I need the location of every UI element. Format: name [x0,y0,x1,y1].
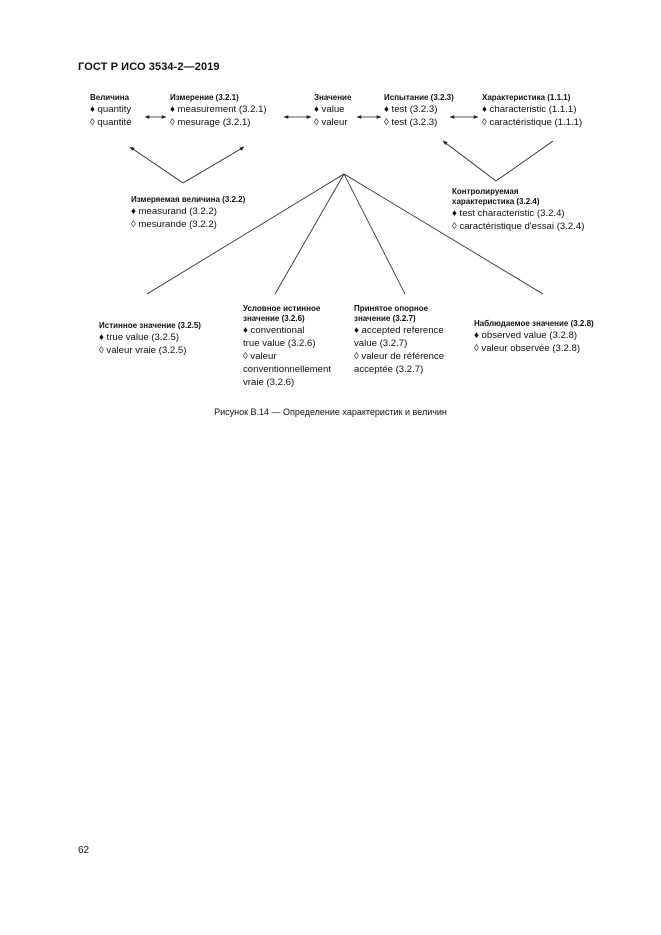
page-number: 62 [78,845,90,856]
node-value-en: ♦ value [314,104,345,115]
link-test-testchar [443,141,496,181]
node-measurand [131,195,245,231]
node-measurand-title: Измеряемая величина (3.2.2) [131,195,246,204]
node-conventional-en: ♦ conventional true value (3.2.6) [243,325,316,349]
node-measurement [170,93,267,129]
node-quantity-fr: ◊ quantité [90,117,132,128]
node-test-en: ♦ test (3.2.3) [384,104,438,115]
node-test-characteristic-en: ♦ test characteristic (3.2.4) [452,208,565,219]
node-test-fr: ◊ test (3.2.3) [384,117,438,128]
link-measurement-measurand [183,147,244,183]
node-true-value-en: ♦ true value (3.2.5) [99,332,180,343]
node-accepted-en: ♦ accepted reference value (3.2.7) [354,325,444,349]
node-observed-title: Наблюдаемое значение (3.2.8) [474,319,594,328]
node-test [384,93,454,129]
node-observed-value [474,319,614,355]
node-conventional-title: Условное истинное значение (3.2.6) [243,304,321,323]
node-measurement-en: ♦ measurement (3.2.1) [170,104,267,115]
node-test-title: Испытание (3.2.3) [384,93,454,102]
link-char-testchar [496,141,553,181]
node-true-value-title: Истинное значение (3.2.5) [99,321,201,330]
node-observed-en: ♦ observed value (3.2.8) [474,330,578,341]
node-measurand-en: ♦ measurand (3.2.2) [131,206,217,217]
node-characteristic-title: Характеристика (1.1.1) [482,93,571,102]
node-quantity-title: Величина [90,93,130,102]
node-quantity [90,93,132,129]
node-observed-fr: ◊ valeur observée (3.2.8) [474,343,581,354]
node-characteristic [482,93,582,129]
link-value-conventional [275,174,344,294]
node-quantity-en: ♦ quantity [90,104,132,115]
node-measurand-fr: ◊ mesurande (3.2.2) [131,219,217,230]
node-characteristic-fr: ◊ caractéristique (1.1.1) [482,117,583,128]
node-value-title: Значение [314,93,352,102]
node-accepted-title: Принятое опорное значение (3.2.7) [354,304,429,323]
node-measurement-title: Измерение (3.2.1) [170,93,239,102]
node-conventional-true-value [243,304,348,389]
figure-caption: Рисунок B.14 — Определение характеристик и величин [214,407,447,417]
node-true-value [99,321,201,357]
node-test-characteristic-title: Контролируемая характеристика (3.2.4) [452,187,540,206]
link-value-true [147,174,344,294]
node-measurement-fr: ◊ mesurage (3.2.1) [170,117,251,128]
node-test-characteristic-fr: ◊ caractéristique d'essai (3.2.4) [452,221,585,232]
node-characteristic-en: ♦ characteristic (1.1.1) [482,104,577,115]
node-value [314,93,351,129]
node-conventional-fr: ◊ valeur conventionnellement vraie (3.2.6) [243,351,332,388]
node-value-fr: ◊ valeur [314,117,348,128]
document-header: ГОСТ Р ИСО 3534-2—2019 [78,61,220,73]
link-quantity-measurand [130,147,183,183]
node-accepted-fr: ◊ valeur de référence acceptée (3.2.7) [354,351,445,375]
node-test-characteristic [452,187,622,233]
node-accepted-reference-value [354,304,466,376]
node-true-value-fr: ◊ valeur vraie (3.2.5) [99,345,187,356]
